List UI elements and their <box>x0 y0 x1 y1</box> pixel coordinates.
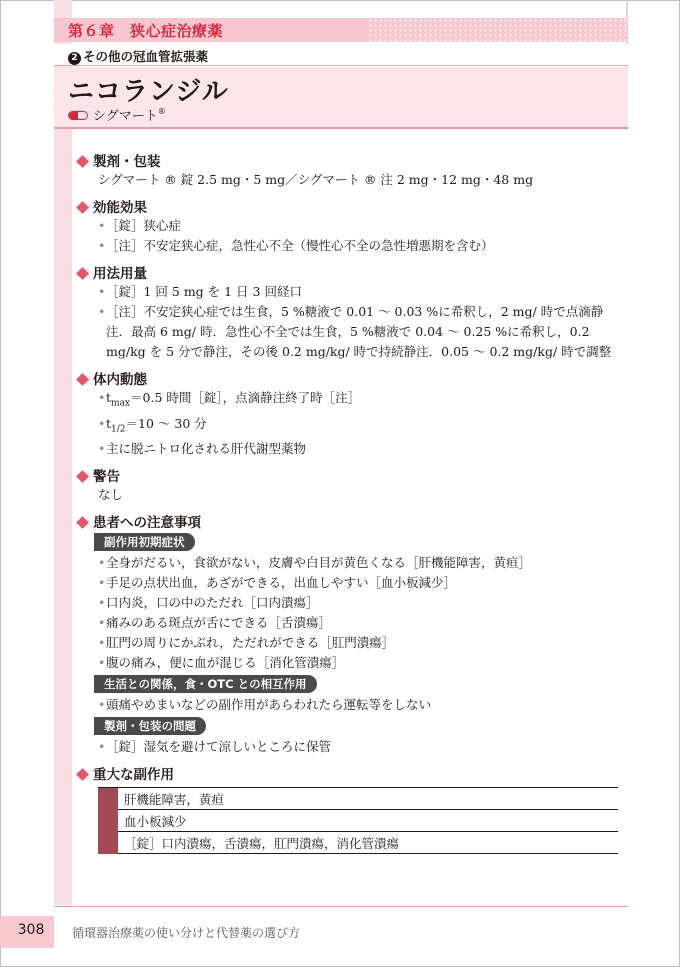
drug-name: ニコランジル <box>68 77 229 107</box>
brand-name: シグマート <box>93 109 158 124</box>
table-row <box>98 810 618 832</box>
section-heading-pk: 体内動態 <box>76 368 621 388</box>
section-heading-serious: 重大な副作用 <box>76 763 621 783</box>
list-item: •全身がだるい，食欲がない，皮膚や白目が黄色くなる［肝機能障害，黄疸］ <box>98 555 532 570</box>
monograph-content <box>76 150 621 854</box>
table-cell: 血小板減少 <box>118 810 618 832</box>
book-title: 循環器治療薬の使い分けと代替薬の選び方 <box>72 926 301 940</box>
table-side-bar <box>98 788 118 854</box>
chapter-bar <box>54 18 628 42</box>
list-item: •［注］不安定狭心症では生食，5 %糖液で 0.01 〜 0.03 %に希釈し，2 mg/ 時で点滴静注．最高 6 mg/ 時．急性心不全では生食，5 %糖液で 0.04 〜 0.25 %に希釈し，0.2 mg/kg を 5 分で静注，その後 0.2 mg/kg/ 時で持続静注．0.05 〜 0.2 mg/kg/ 時で調整 <box>98 304 612 359</box>
table-cell: 肝機能障害，黄疸 <box>118 788 618 810</box>
list-item: •［注］不安定狭心症，急性心不全（慢性心不全の急性増悪期を含む） <box>98 238 494 253</box>
diamond-icon <box>76 373 89 386</box>
list-item-thalf: $•t_{1/2}=10$ 〜 30 分 <box>98 415 207 434</box>
section-heading-warning: 警告 <box>76 465 621 485</box>
list-item: •痛みのある斑点が舌にできる［舌潰瘍］ <box>98 615 332 630</box>
list-item: •腹の痛み，便に血が混じる［消化管潰瘍］ <box>98 655 345 670</box>
table-cell: ［錠］口内潰瘍，舌潰瘍，肛門潰瘍，消化管潰瘍 <box>118 832 618 854</box>
list-item: •［錠］狭心症 <box>98 218 182 233</box>
formulation-text: シグマート ® 錠 2.5 mg・5 mg／シグマート ® 注 2 mg・12 mg・48 mg <box>98 172 534 187</box>
subheading-pill: 製剤・包装の問題 <box>94 717 206 735</box>
list-item: •手足の点状出血，あざができる，出血しやすい［血小板減少］ <box>98 575 457 590</box>
section-heading-dosage: 用法用量 <box>76 262 621 282</box>
section-heading-patient: 患者への注意事項 <box>76 511 621 531</box>
section-heading-indication: 効能効果 <box>76 196 621 216</box>
diamond-icon <box>76 201 89 214</box>
list-item: •［錠］湿気を避けて涼しいところに保管 <box>98 739 332 754</box>
chapter-title: 第６章 狭心症治療薬 <box>68 22 224 40</box>
page-header <box>54 0 628 130</box>
registered-mark: ® <box>157 107 166 116</box>
diamond-icon <box>76 155 89 168</box>
list-item: •［錠］1 回 5 mg を 1 日 3 回経口 <box>98 284 302 299</box>
subheading-pill: 副作用初期症状 <box>94 533 195 551</box>
section-heading-formulation: 製剤・包装 <box>76 150 621 170</box>
list-item: •口内炎，口の中のただれ［口内潰瘍］ <box>98 595 319 610</box>
warning-text: なし <box>98 487 124 502</box>
diamond-icon <box>76 267 89 280</box>
list-item: •主に脱ニトロ化される肝代謝型薬物 <box>98 441 307 456</box>
table-row <box>98 788 618 810</box>
list-item: •肛門の周りにかぶれ，ただれができる［肛門潰瘍］ <box>98 635 395 650</box>
section-number-badge: 2 <box>68 52 81 65</box>
diamond-icon <box>76 768 89 781</box>
drug-title-box <box>54 67 628 129</box>
left-margin-band <box>54 0 72 905</box>
diamond-icon <box>76 470 89 483</box>
diamond-icon <box>76 516 89 529</box>
brand-line <box>68 105 166 124</box>
list-item: •頭痛やめまいなどの副作用があらわれたら運転等をしない <box>98 697 432 712</box>
section-bar <box>54 44 628 66</box>
subheading-pill: 生活との関係，食・OTC との相互作用 <box>94 675 317 693</box>
list-item-tmax: $•t_{max}=0.5$ 時間［錠］，点滴静注終了時［注］ <box>98 390 361 409</box>
section-title-text: その他の冠血管拡張薬 <box>83 49 209 64</box>
table-row <box>98 832 618 854</box>
capsule-icon <box>68 111 88 120</box>
footer-rule <box>54 906 628 907</box>
serious-adverse-table <box>98 787 618 854</box>
page-number: 308 <box>17 922 45 938</box>
dot-pattern <box>368 18 628 42</box>
section-title <box>68 47 208 65</box>
